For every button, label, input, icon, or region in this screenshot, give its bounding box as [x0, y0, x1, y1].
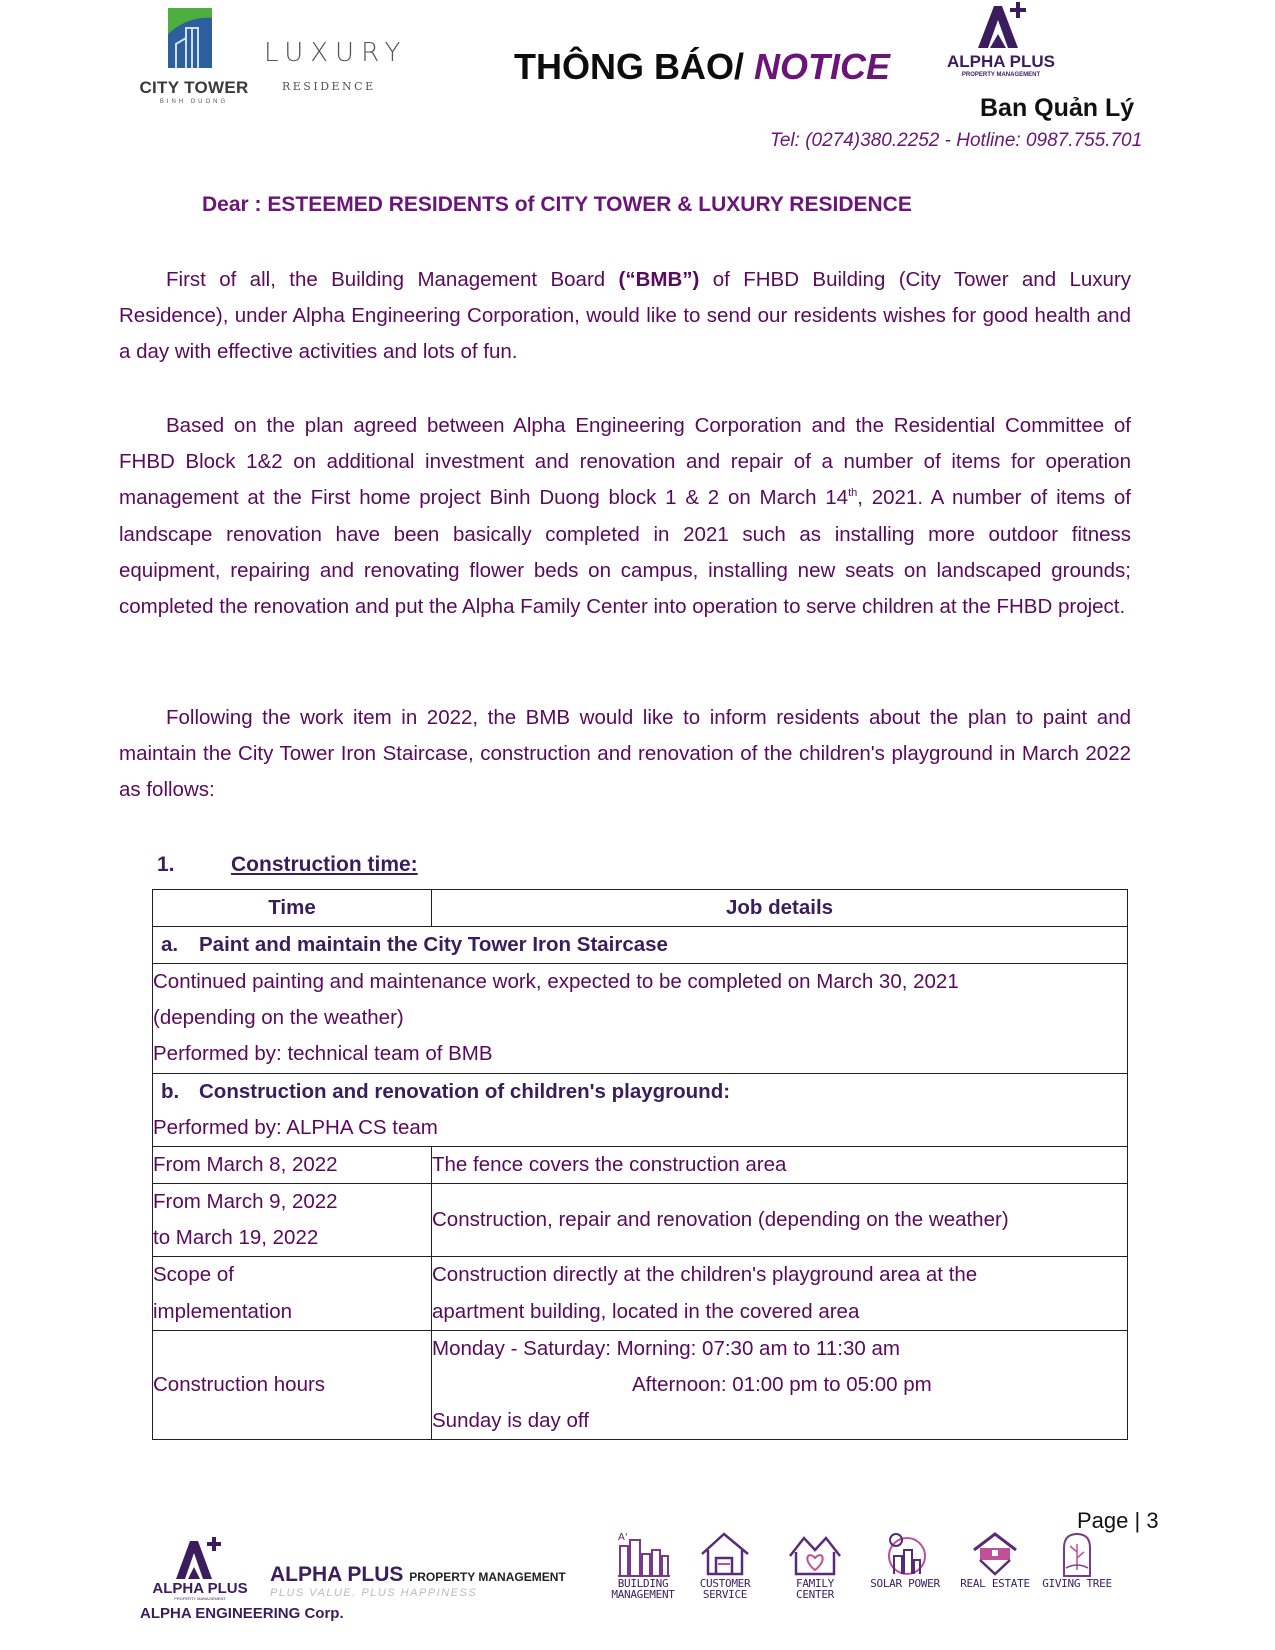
section-b-label: b. [161, 1079, 180, 1103]
section-title: Construction time: [231, 853, 418, 876]
para2-text: Based on the plan agreed between Alpha Engineering Corporation and the Residential Committee of FHBD Block 1&2 on additional investment and renovation and repair of a number of items for operation management at the First home project Binh Duong block 1 & 2 on March 14 [119, 414, 1131, 510]
footer-slogan: PLUS VALUE. PLUS HAPPINESS [270, 1587, 478, 1599]
service-label: MANAGEMENT [611, 1588, 675, 1601]
table-row [153, 1257, 1128, 1330]
details-line: Afternoon: 01:00 pm to 05:00 pm [632, 1373, 932, 1397]
time-cell [153, 1257, 432, 1330]
city-tower-logo-icon [168, 8, 212, 68]
section-b-title: Construction and renovation of children's playground: [199, 1079, 731, 1103]
customer-service-icon [696, 1530, 754, 1578]
alpha-plus-logo-name: ALPHA PLUS [947, 52, 1055, 71]
giving-tree-icon [1048, 1530, 1106, 1578]
solar-power-icon [876, 1530, 934, 1578]
details-line: Construction directly at the children's playground area at the [432, 1263, 978, 1287]
page-title [514, 46, 890, 88]
city-tower-subtitle: BINH DUONG [159, 99, 229, 105]
time-cell [153, 1184, 432, 1257]
paragraph-followup [119, 700, 1131, 809]
details-line: Monday - Saturday: Morning: 07:30 am to 11:30 am [432, 1336, 900, 1360]
footer-brand-suffix: PROPERTY MANAGEMENT [409, 1570, 566, 1584]
footer-alpha-plus-logo-icon [170, 1535, 228, 1581]
time-cell: Construction hours [153, 1330, 432, 1440]
section-a-details-row [153, 964, 1128, 1074]
para2-text-cont: , 2021. A number of items of landscape renovation have been basically completed in 2021 such as installing more outdoor fitness equipment, repairing and renovating flower beds on campus, installing new seats on landscaped grounds; completed the renovation and put the Alpha Family Center into operation to serve children at the FHBD project. [119, 486, 1131, 619]
para3-text: Following the work item in 2022, the BMB would like to inform residents about the plan to paint and maintain the City Tower Iron Staircase, construction and renovation of the children's playground in March 2022 as follows: [119, 706, 1131, 802]
table-row [153, 1146, 1128, 1183]
service-building-management [603, 1530, 683, 1600]
service-label: FAMILY CENTER [796, 1577, 834, 1601]
service-family-center [775, 1530, 855, 1600]
building-management-icon [614, 1530, 672, 1578]
details-line: apartment building, located in the covered area [432, 1299, 860, 1323]
construction-schedule-table [152, 889, 1128, 1440]
alpha-plus-logo-subtitle: PROPERTY MANAGEMENT [961, 72, 1041, 78]
city-tower-name: CITY TOWER [139, 78, 249, 97]
details-cell: Construction, repair and renovation (depending on the weather) [432, 1184, 1128, 1257]
table-header-row [153, 890, 1128, 927]
footer-brand-name: ALPHA PLUS [270, 1563, 404, 1586]
real-estate-icon [966, 1530, 1024, 1578]
time-cell: From March 8, 2022 [153, 1146, 432, 1183]
title-english: NOTICE [754, 46, 891, 87]
footer-logo-subtitle: PROPERTY MANAGEMENT [174, 1596, 226, 1601]
footer-logo-name: ALPHA PLUS [152, 1580, 248, 1597]
service-giving-tree [1037, 1530, 1117, 1589]
section-a-row [153, 927, 1128, 964]
paragraph-plan [119, 408, 1131, 625]
title-vietnamese: THÔNG BÁO/ [514, 46, 744, 87]
alpha-plus-logo-icon [968, 0, 1032, 50]
para1-text: First of all, the Building Management Board [166, 268, 619, 291]
service-label: CUSTOMER [699, 1577, 751, 1590]
service-label: GIVING TREE [1042, 1577, 1112, 1590]
ordinal-suffix: th [848, 487, 858, 500]
table-row [153, 1330, 1128, 1440]
details-cell [432, 1257, 1128, 1330]
footer-address-clipped [140, 1640, 1040, 1650]
service-solar-power [865, 1530, 945, 1589]
time-line: to March 19, 2022 [153, 1226, 319, 1250]
section-b-performer: Performed by: ALPHA CS team [153, 1110, 1128, 1147]
section-b-performer-row [153, 1110, 1128, 1147]
service-real-estate [955, 1530, 1035, 1589]
section-a-line: Performed by: technical team of BMB [153, 1042, 493, 1066]
section-a-title: Paint and maintain the City Tower Iron Staircase [199, 933, 668, 956]
service-label: SERVICE [702, 1588, 748, 1601]
section-b-row [153, 1073, 1128, 1110]
section-a-line: Continued painting and maintenance work, expected to be completed on March 30, 2021 [153, 970, 959, 993]
details-cell [432, 1330, 1128, 1440]
section-a-label: a. [161, 933, 179, 956]
contact-info: Tel: (0274)380.2252 - Hotline: 0987.755.701 [770, 130, 1143, 151]
time-line: Scope of [153, 1263, 234, 1287]
details-cell: The fence covers the construction area [432, 1146, 1128, 1183]
para1-text-cont: of FHBD Building (City Tower and Luxury Residence), under Alpha Engineering Corporation, would like to send our residents wishes for good health and a day with effective activities and lots of fun. [119, 268, 1131, 364]
management-board-label: Ban Quản Lý [980, 94, 1135, 122]
service-label: REAL ESTATE [960, 1577, 1030, 1590]
page-number: Page | 3 [1077, 1508, 1159, 1533]
luxury-logo-name: LUXURY [264, 38, 408, 68]
time-line: From March 9, 2022 [153, 1190, 338, 1214]
column-header-time: Time [153, 890, 432, 927]
section-number: 1. [157, 853, 175, 876]
service-customer-service [685, 1530, 765, 1600]
column-header-job-details: Job details [432, 890, 1128, 927]
footer-brand [270, 1563, 566, 1587]
time-line: implementation [153, 1299, 293, 1323]
table-row [153, 1184, 1128, 1257]
footer-corporation: ALPHA ENGINEERING Corp. [140, 1605, 344, 1622]
paragraph-intro [119, 262, 1131, 371]
family-center-icon [786, 1530, 844, 1578]
greeting: Dear : ESTEEMED RESIDENTS of CITY TOWER & LUXURY RESIDENCE [202, 193, 912, 216]
service-label: BUILDING [617, 1577, 669, 1590]
bmb-abbrev: (“BMB”) [618, 268, 700, 291]
section-a-line: (depending on the weather) [153, 1006, 404, 1030]
service-label: SOLAR POWER [870, 1577, 940, 1590]
svg-text:A': A' [618, 1532, 628, 1543]
luxury-logo-subtitle: RESIDENCE [282, 80, 376, 93]
details-line: Sunday is day off [432, 1409, 589, 1433]
